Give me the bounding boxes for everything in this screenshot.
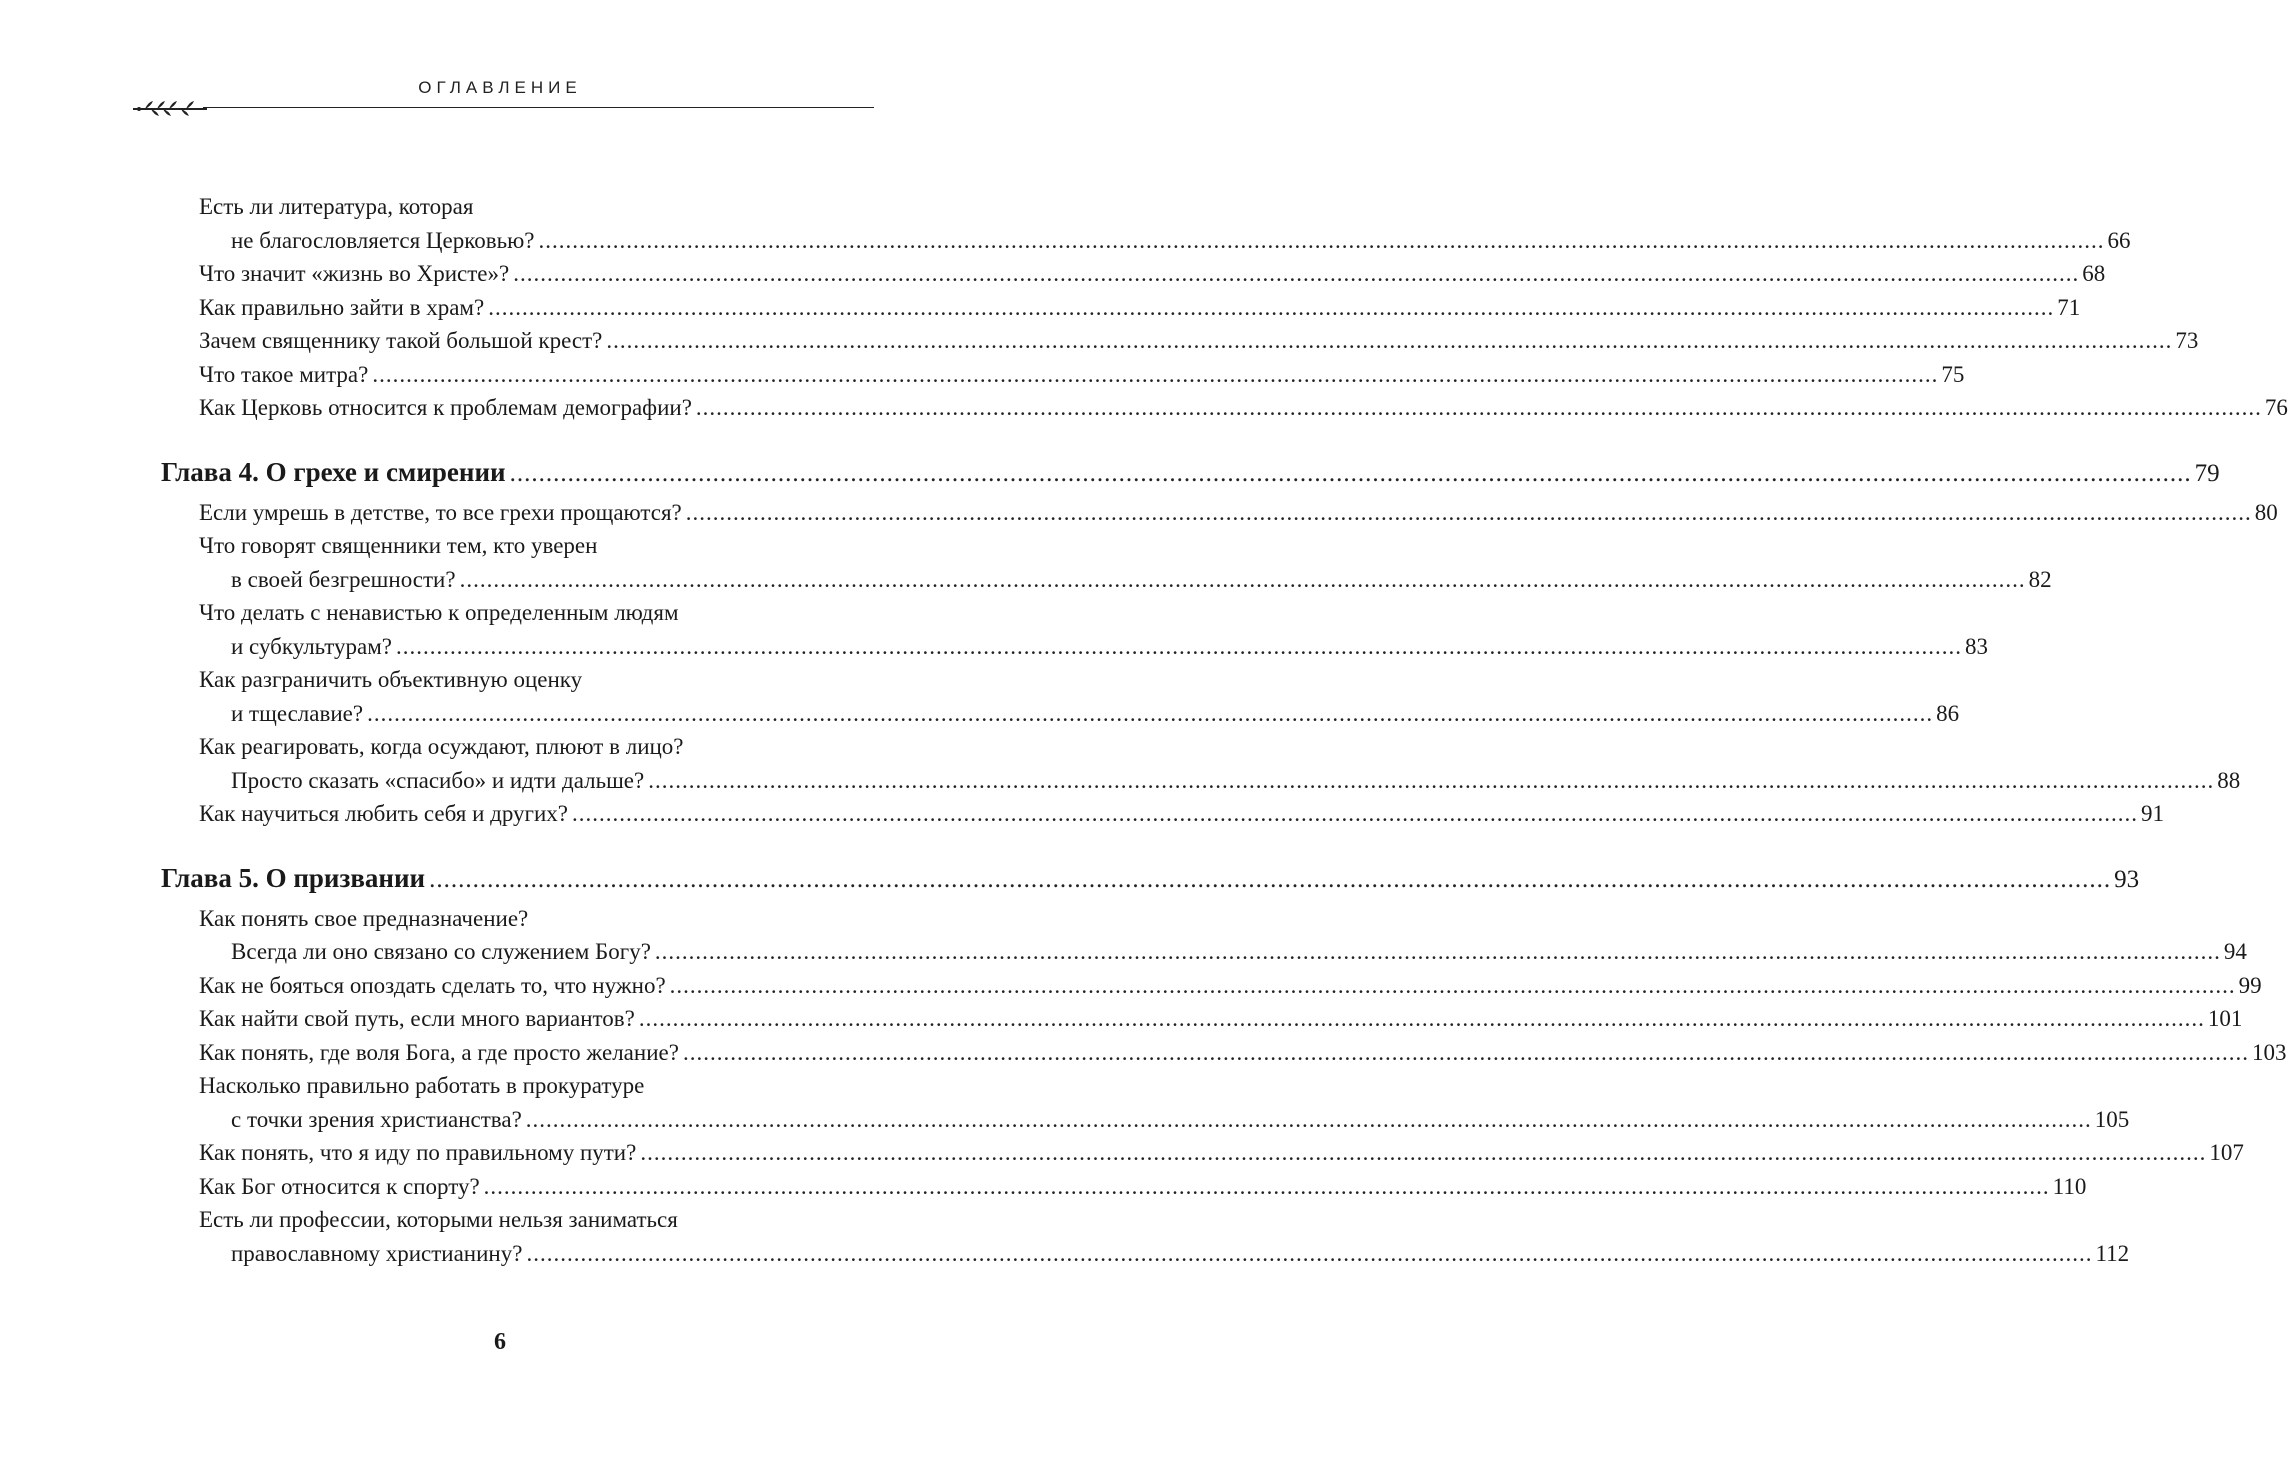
dot-leader [670, 969, 2236, 1003]
dot-leader [538, 228, 2104, 253]
entry-title-line: Как найти свой путь, если много вариантов? [199, 1006, 635, 1031]
dot-leader [655, 939, 2221, 964]
toc-entry[interactable] [161, 1002, 2243, 1036]
chapter-title: Глава 4. О грехе и смирении [161, 456, 506, 487]
entry-title-line: Как не бояться опоздать сделать то, что нужно? [199, 972, 666, 998]
entry-page-number: 101 [2207, 1006, 2243, 1031]
chapter-heading[interactable] [161, 454, 2220, 492]
entry-page-number: 71 [2057, 294, 2081, 320]
entry-page-number: 82 [2028, 566, 2052, 592]
dot-leader [488, 291, 2054, 325]
dot-leader [429, 862, 2111, 898]
toc-entry[interactable] [161, 1036, 2287, 1070]
entry-title-line: Как Церковь относится к проблемам демографии? [199, 395, 692, 420]
dot-leader [510, 456, 2192, 492]
entry-title-line: Как понять свое предназначение? [199, 905, 529, 931]
toc-entry[interactable] [161, 391, 2288, 425]
entry-page-number: 91 [2141, 801, 2164, 826]
entry-page-number: 68 [2082, 261, 2106, 286]
dot-leader [606, 324, 2172, 358]
entry-title-line: Как Бог относится к спорту? [199, 1173, 480, 1199]
dot-leader [526, 1107, 2092, 1132]
toc-entry[interactable] [161, 190, 2131, 257]
chapter-heading[interactable] [161, 860, 2140, 898]
toc-entry[interactable] [161, 291, 2081, 325]
entry-page-number: 88 [2217, 767, 2241, 793]
dot-leader [396, 634, 1962, 659]
toc-entry[interactable] [161, 902, 2247, 969]
entry-page-number: 86 [1936, 700, 1960, 726]
table-of-contents [161, 190, 2288, 1270]
dot-leader [683, 1036, 2249, 1070]
dot-leader [513, 257, 2079, 291]
entry-title-line: Как понять, где воля Бога, а где просто желание? [199, 1039, 679, 1065]
entry-page-number: 94 [2223, 939, 2247, 964]
toc-entry[interactable] [161, 1069, 2130, 1136]
toc-entry[interactable] [161, 663, 1960, 730]
dot-leader [572, 797, 2138, 831]
dot-leader [460, 567, 2026, 592]
page-number: 6 [494, 1329, 506, 1355]
toc-entry[interactable] [161, 529, 2052, 596]
entry-title-line: Есть ли профессии, которыми нельзя заниматься [199, 1207, 678, 1232]
entry-title-line: Просто сказать «спасибо» и идти дальше? [231, 767, 645, 793]
dot-leader [696, 391, 2262, 425]
toc-entry[interactable] [161, 596, 1989, 663]
chapter-page-number: 93 [2114, 865, 2140, 893]
toc-entry[interactable] [161, 1170, 2087, 1204]
entry-title-line: в своей безгрешности? [231, 566, 456, 592]
entry-page-number: 73 [2175, 328, 2199, 353]
entry-title-line: и субкультурам? [231, 633, 393, 659]
entry-page-number: 83 [1965, 633, 1989, 659]
header-rule [203, 107, 874, 108]
dot-leader [367, 701, 1933, 726]
dot-leader [484, 1170, 2050, 1204]
entry-title-line: православному христианину? [231, 1240, 523, 1266]
chapter-title: Глава 5. О призвании [161, 862, 426, 893]
entry-title-line: Что делать с ненавистью к определенным людям [199, 600, 679, 625]
entry-page-number: 107 [2209, 1140, 2244, 1165]
toc-entry[interactable] [161, 1136, 2244, 1170]
entry-page-number: 110 [2052, 1173, 2087, 1199]
entry-title-line: Что говорят священники тем, кто уверен [199, 533, 598, 558]
dot-leader [686, 496, 2252, 530]
toc-entry[interactable] [161, 257, 2106, 291]
entry-title-line: Как реагировать, когда осуждают, плюют в лицо? [199, 734, 684, 759]
toc-entry[interactable] [161, 1203, 2130, 1270]
entry-page-number: 75 [1941, 361, 1965, 387]
entry-title-line: Насколько правильно работать в прокуратуре [199, 1073, 645, 1098]
toc-entry[interactable] [161, 797, 2164, 831]
entry-page-number: 112 [2095, 1240, 2130, 1266]
dot-leader [526, 1241, 2092, 1266]
toc-entry[interactable] [161, 969, 2262, 1003]
entry-page-number: 99 [2238, 972, 2262, 998]
entry-page-number: 80 [2254, 499, 2278, 525]
entry-title-line: Если умрешь в детстве, то все грехи прощаются? [199, 499, 682, 525]
entry-title-line: с точки зрения христианства? [231, 1106, 522, 1132]
toc-entry[interactable] [161, 730, 2241, 797]
entry-title-line: Что значит «жизнь во Христе»? [199, 261, 510, 286]
entry-title-line: Как научиться любить себя и других? [199, 801, 568, 826]
entry-page-number: 76 [2264, 395, 2288, 420]
dot-leader [639, 1002, 2205, 1036]
entry-title-line: и тщеславие? [231, 700, 364, 726]
entry-title-line: Есть ли литература, которая [199, 194, 474, 219]
sprig-ornament-icon [131, 97, 211, 119]
toc-entry[interactable] [161, 324, 2199, 358]
entry-title-line: Как понять, что я иду по правильному пути? [199, 1140, 637, 1165]
entry-title-line: Зачем священнику такой большой крест? [199, 328, 603, 353]
dot-leader [372, 358, 1938, 392]
entry-page-number: 103 [2251, 1039, 2287, 1065]
entry-title-line: Как правильно зайти в храм? [199, 294, 485, 320]
entry-page-number: 105 [2094, 1106, 2130, 1132]
entry-title-line: Что такое митра? [199, 361, 369, 387]
chapter-page-number: 79 [2194, 459, 2220, 487]
running-head: ОГЛАВЛЕНИЕ [418, 78, 582, 97]
toc-entry[interactable] [161, 496, 2278, 530]
entry-title-line: не благословляется Церковью? [231, 227, 535, 253]
entry-page-number: 66 [2107, 227, 2131, 253]
entry-title-line: Как разграничить объективную оценку [199, 667, 583, 692]
dot-leader [640, 1136, 2206, 1170]
dot-leader [648, 768, 2214, 793]
entry-title-line: Всегда ли оно связано со служением Богу? [231, 939, 651, 964]
toc-entry[interactable] [161, 358, 1965, 392]
